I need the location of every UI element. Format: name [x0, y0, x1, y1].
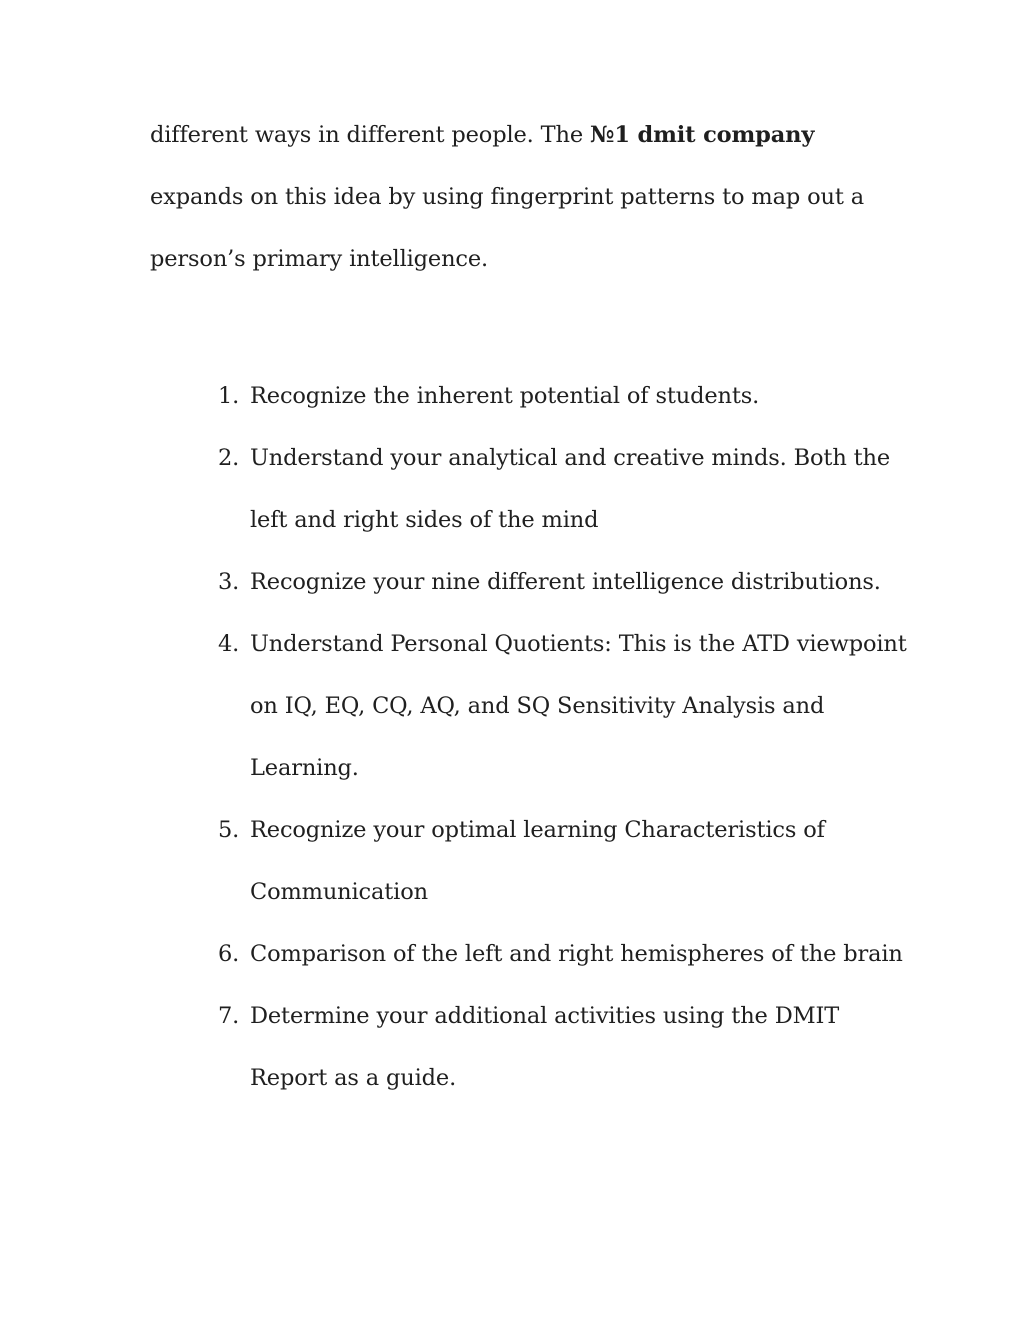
company-link-text: №1 dmit company — [590, 122, 815, 148]
list-item-number: 7. — [218, 1003, 240, 1029]
list-item — [150, 799, 910, 923]
benefits-list — [150, 365, 910, 1109]
list-item-text: Comparison of the left and right hemispheres of the brain — [250, 941, 903, 967]
list-item — [150, 985, 910, 1109]
intro-text-after: expands on this idea by using fingerprint patterns to map out a person’s primary intelligence. — [150, 184, 864, 272]
list-item-text: Recognize the inherent potential of students. — [250, 383, 760, 409]
list-item-number: 4. — [218, 631, 240, 657]
list-item — [150, 923, 910, 985]
list-item — [150, 613, 910, 799]
list-item-text: Understand your analytical and creative minds. Both the left and right sides of the mind — [250, 445, 891, 533]
list-item-number: 3. — [218, 569, 240, 595]
list-item — [150, 365, 910, 427]
list-item-number: 6. — [218, 941, 240, 967]
list-item-number: 1. — [218, 383, 240, 409]
list-item-text: Determine your additional activities using the DMIT Report as a guide. — [250, 1003, 840, 1091]
list-item-number: 5. — [218, 817, 240, 843]
list-item-number: 2. — [218, 445, 240, 471]
list-item-text: Recognize your nine different intelligence distributions. — [250, 569, 881, 595]
intro-text-before: different ways in different people. The — [150, 122, 591, 148]
list-item-text: Recognize your optimal learning Characteristics of Communication — [250, 817, 825, 905]
list-item — [150, 427, 910, 551]
intro-paragraph — [150, 104, 910, 290]
list-item — [150, 551, 910, 613]
list-item-text: Understand Personal Quotients: This is the ATD viewpoint on IQ, EQ, CQ, AQ, and SQ Sensitivity Analysis and Learning. — [250, 631, 907, 781]
